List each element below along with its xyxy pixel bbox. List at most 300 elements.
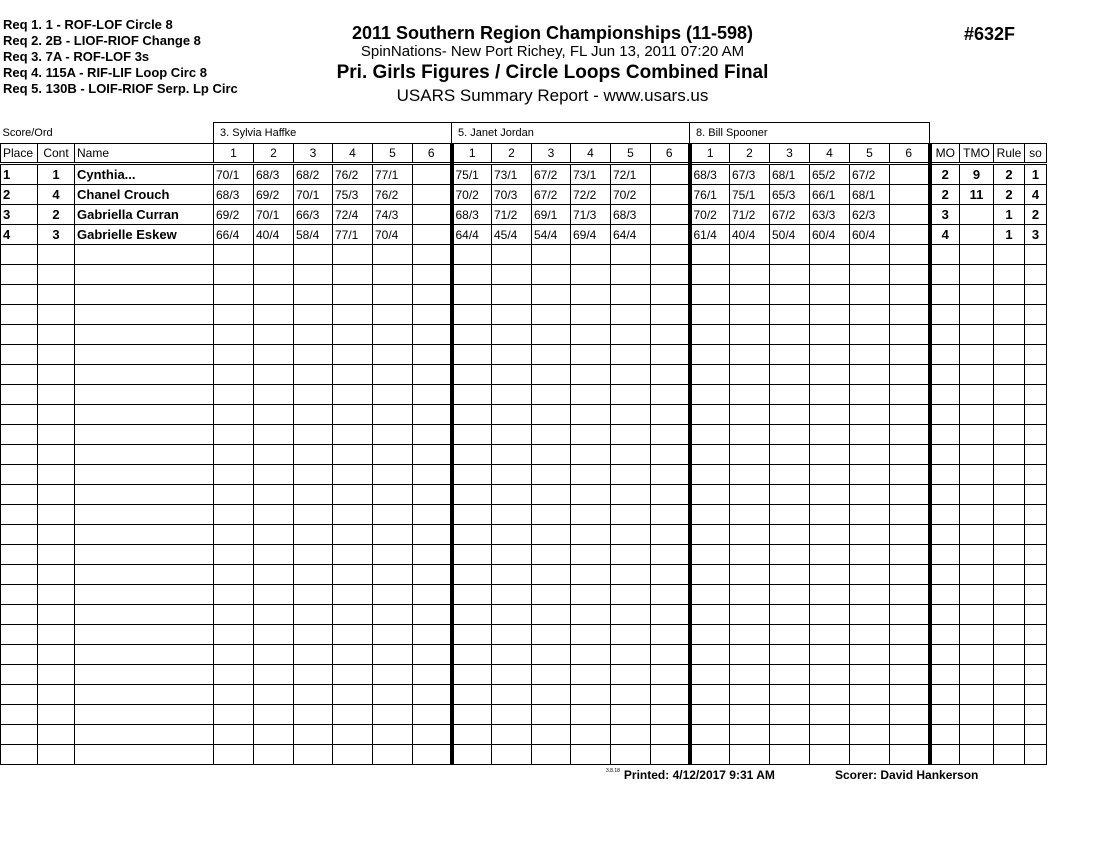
empty-cell — [492, 565, 532, 585]
place-cell: 2 — [1, 185, 38, 205]
empty-cell — [373, 565, 413, 585]
empty-cell — [930, 325, 960, 345]
rule-cell: 2 — [994, 185, 1025, 205]
empty-cell — [333, 405, 373, 425]
empty-cell — [1025, 385, 1047, 405]
empty-cell — [611, 305, 651, 325]
empty-cell — [611, 445, 651, 465]
empty-cell — [611, 325, 651, 345]
empty-cell — [1025, 425, 1047, 445]
empty-cell — [254, 565, 294, 585]
empty-cell — [730, 285, 770, 305]
score-cell-judge-3-fig-4: 63/3 — [810, 205, 850, 225]
empty-cell — [930, 485, 960, 505]
empty-cell — [810, 385, 850, 405]
empty-cell — [294, 325, 333, 345]
empty-cell — [690, 545, 730, 565]
empty-cell — [930, 285, 960, 305]
score-cell-judge-3-fig-1: 76/1 — [690, 185, 730, 205]
empty-cell — [611, 425, 651, 445]
empty-cell — [930, 545, 960, 565]
empty-cell — [930, 585, 960, 605]
empty-cell — [413, 405, 452, 425]
empty-cell — [532, 365, 571, 385]
empty-cell — [492, 665, 532, 685]
empty-cell — [571, 285, 611, 305]
empty-cell — [254, 585, 294, 605]
empty-cell — [452, 485, 492, 505]
empty-cell — [294, 625, 333, 645]
empty-cell — [994, 325, 1025, 345]
empty-cell — [373, 425, 413, 445]
empty-cell — [690, 345, 730, 365]
empty-cell — [850, 325, 890, 345]
empty-cell — [890, 405, 930, 425]
empty-cell — [373, 645, 413, 665]
empty-cell — [994, 565, 1025, 585]
empty-cell — [254, 465, 294, 485]
empty-cell — [333, 605, 373, 625]
score-cell-judge-3-fig-4: 60/4 — [810, 225, 850, 245]
empty-row — [1, 285, 1047, 305]
empty-cell — [571, 385, 611, 405]
empty-cell — [1025, 465, 1047, 485]
empty-cell — [930, 525, 960, 545]
empty-cell — [75, 245, 214, 265]
empty-cell — [1, 725, 38, 745]
empty-cell — [960, 445, 994, 465]
empty-cell — [294, 465, 333, 485]
empty-cell — [38, 285, 75, 305]
empty-cell — [294, 565, 333, 585]
empty-cell — [38, 745, 75, 765]
empty-row — [1, 485, 1047, 505]
score-cell-judge-3-fig-3: 68/1 — [770, 164, 810, 185]
score-cell-judge-3-fig-3: 67/2 — [770, 205, 810, 225]
empty-cell — [373, 545, 413, 565]
empty-cell — [960, 685, 994, 705]
score-cell-judge-3-fig-2: 67/3 — [730, 164, 770, 185]
empty-cell — [214, 525, 254, 545]
column-header-row — [1, 144, 1047, 164]
empty-cell — [1, 525, 38, 545]
empty-cell — [810, 645, 850, 665]
empty-cell — [651, 345, 690, 365]
empty-cell — [690, 445, 730, 465]
col-j1-fig-1: 1 — [214, 144, 254, 164]
empty-cell — [611, 625, 651, 645]
mo-cell: 4 — [930, 225, 960, 245]
empty-cell — [1, 685, 38, 705]
so-cell: 4 — [1025, 185, 1047, 205]
empty-cell — [930, 425, 960, 445]
empty-cell — [38, 645, 75, 665]
so-cell: 2 — [1025, 205, 1047, 225]
empty-cell — [850, 745, 890, 765]
place-cell: 1 — [1, 164, 38, 185]
empty-cell — [214, 345, 254, 365]
requirement-2: Req 2. 2B - LIOF-RIOF Change 8 — [3, 33, 201, 48]
score-cell-judge-1-fig-3: 70/1 — [294, 185, 333, 205]
empty-cell — [770, 625, 810, 645]
score-cell-judge-3-fig-4: 65/2 — [810, 164, 850, 185]
empty-cell — [38, 445, 75, 465]
empty-cell — [770, 645, 810, 665]
empty-cell — [960, 405, 994, 425]
empty-cell — [333, 745, 373, 765]
empty-cell — [611, 745, 651, 765]
score-cell-judge-3-fig-3: 65/3 — [770, 185, 810, 205]
empty-cell — [38, 405, 75, 425]
empty-cell — [413, 545, 452, 565]
score-cell-judge-3-fig-5: 62/3 — [850, 205, 890, 225]
col-tmo: TMO — [960, 144, 994, 164]
empty-cell — [492, 525, 532, 545]
empty-cell — [890, 605, 930, 625]
empty-cell — [960, 285, 994, 305]
empty-cell — [38, 485, 75, 505]
empty-cell — [492, 425, 532, 445]
empty-cell — [611, 585, 651, 605]
empty-cell — [294, 525, 333, 545]
empty-cell — [333, 545, 373, 565]
empty-cell — [214, 405, 254, 425]
empty-cell — [333, 385, 373, 405]
empty-cell — [890, 245, 930, 265]
empty-cell — [75, 345, 214, 365]
empty-cell — [333, 725, 373, 745]
empty-cell — [730, 605, 770, 625]
empty-cell — [333, 485, 373, 505]
col-cont: Cont — [38, 144, 75, 164]
empty-cell — [532, 645, 571, 665]
empty-cell — [611, 505, 651, 525]
empty-cell — [960, 325, 994, 345]
empty-cell — [333, 565, 373, 585]
empty-cell — [810, 525, 850, 545]
empty-cell — [413, 265, 452, 285]
empty-cell — [994, 685, 1025, 705]
empty-cell — [1, 505, 38, 525]
empty-cell — [930, 405, 960, 425]
empty-cell — [532, 385, 571, 405]
empty-cell — [373, 685, 413, 705]
empty-cell — [294, 605, 333, 625]
score-cell-judge-1-fig-5: 74/3 — [373, 205, 413, 225]
empty-cell — [690, 745, 730, 765]
empty-cell — [994, 405, 1025, 425]
empty-cell — [730, 245, 770, 265]
empty-cell — [960, 645, 994, 665]
empty-cell — [730, 645, 770, 665]
empty-cell — [294, 245, 333, 265]
empty-cell — [214, 545, 254, 565]
empty-row — [1, 345, 1047, 365]
empty-cell — [75, 485, 214, 505]
empty-cell — [38, 245, 75, 265]
empty-cell — [651, 285, 690, 305]
empty-row — [1, 445, 1047, 465]
tmo-cell: 9 — [960, 164, 994, 185]
empty-cell — [690, 685, 730, 705]
empty-cell — [38, 385, 75, 405]
printed-timestamp: Printed: 4/12/2017 9:31 AM — [623, 768, 775, 782]
score-cell-judge-1-fig-1: 70/1 — [214, 164, 254, 185]
empty-cell — [850, 665, 890, 685]
empty-cell — [730, 485, 770, 505]
empty-cell — [571, 645, 611, 665]
score-cell-judge-2-fig-3: 54/4 — [532, 225, 571, 245]
empty-cell — [75, 405, 214, 425]
empty-cell — [492, 625, 532, 645]
score-cell-judge-1-fig-4: 76/2 — [333, 164, 373, 185]
empty-cell — [810, 345, 850, 365]
empty-cell — [75, 745, 214, 765]
empty-cell — [890, 425, 930, 445]
empty-cell — [611, 265, 651, 285]
empty-cell — [1, 445, 38, 465]
empty-cell — [810, 505, 850, 525]
empty-cell — [492, 285, 532, 305]
tmo-cell — [960, 205, 994, 225]
empty-cell — [214, 485, 254, 505]
rule-cell: 2 — [994, 164, 1025, 185]
empty-cell — [373, 605, 413, 625]
score-cell-judge-3-fig-5: 60/4 — [850, 225, 890, 245]
empty-cell — [890, 285, 930, 305]
table-row — [1, 205, 1047, 225]
empty-cell — [413, 725, 452, 745]
empty-cell — [850, 465, 890, 485]
empty-cell — [611, 525, 651, 545]
empty-cell — [930, 705, 960, 725]
empty-cell — [810, 405, 850, 425]
empty-cell — [890, 485, 930, 505]
empty-row — [1, 665, 1047, 685]
empty-cell — [611, 725, 651, 745]
empty-cell — [770, 425, 810, 445]
empty-row — [1, 325, 1047, 345]
empty-cell — [254, 685, 294, 705]
empty-cell — [492, 305, 532, 325]
empty-cell — [413, 485, 452, 505]
empty-cell — [492, 545, 532, 565]
empty-row — [1, 245, 1047, 265]
empty-cell — [1025, 725, 1047, 745]
empty-cell — [294, 425, 333, 445]
empty-cell — [38, 465, 75, 485]
empty-cell — [611, 285, 651, 305]
report-subtitle: USARS Summary Report - www.usars.us — [396, 86, 709, 105]
empty-cell — [730, 345, 770, 365]
empty-cell — [75, 445, 214, 465]
empty-cell — [611, 405, 651, 425]
empty-cell — [1025, 445, 1047, 465]
score-cell-judge-2-fig-3: 67/2 — [532, 185, 571, 205]
empty-cell — [254, 285, 294, 305]
empty-cell — [294, 545, 333, 565]
empty-cell — [1025, 405, 1047, 425]
empty-cell — [532, 725, 571, 745]
empty-cell — [730, 505, 770, 525]
empty-cell — [254, 405, 294, 425]
score-cell-judge-2-fig-4: 69/4 — [571, 225, 611, 245]
empty-cell — [532, 305, 571, 325]
empty-cell — [651, 265, 690, 285]
empty-cell — [850, 245, 890, 265]
empty-cell — [1, 265, 38, 285]
empty-cell — [810, 585, 850, 605]
empty-cell — [294, 725, 333, 745]
score-cell-judge-3-fig-6 — [890, 164, 930, 185]
empty-cell — [75, 325, 214, 345]
empty-cell — [994, 525, 1025, 545]
empty-cell — [452, 245, 492, 265]
requirement-5: Req 5. 130B - LOIF-RIOF Serp. Lp Circ — [3, 81, 238, 96]
score-cell-judge-3-fig-3: 50/4 — [770, 225, 810, 245]
empty-cell — [994, 345, 1025, 365]
empty-cell — [214, 385, 254, 405]
competition-title: 2011 Southern Region Championships (11-598) — [351, 23, 754, 43]
score-cell-judge-2-fig-1: 68/3 — [452, 205, 492, 225]
empty-row — [1, 725, 1047, 745]
empty-cell — [770, 705, 810, 725]
empty-cell — [651, 745, 690, 765]
empty-cell — [75, 425, 214, 445]
empty-cell — [810, 285, 850, 305]
empty-cell — [254, 325, 294, 345]
empty-cell — [492, 345, 532, 365]
empty-cell — [960, 245, 994, 265]
empty-cell — [850, 545, 890, 565]
col-so: so — [1025, 144, 1047, 164]
empty-cell — [492, 265, 532, 285]
empty-cell — [930, 665, 960, 685]
empty-cell — [452, 665, 492, 685]
empty-cell — [960, 725, 994, 745]
score-cell-judge-2-fig-4: 71/3 — [571, 205, 611, 225]
empty-cell — [38, 605, 75, 625]
empty-cell — [730, 405, 770, 425]
empty-cell — [492, 745, 532, 765]
empty-cell — [730, 745, 770, 765]
empty-cell — [890, 745, 930, 765]
empty-cell — [770, 265, 810, 285]
empty-cell — [214, 325, 254, 345]
empty-cell — [850, 525, 890, 545]
empty-cell — [850, 725, 890, 745]
col-j2-fig-1: 1 — [452, 144, 492, 164]
scorer-info: Scorer: David Hankerson — [835, 768, 979, 782]
empty-cell — [994, 245, 1025, 265]
cont-cell: 4 — [38, 185, 75, 205]
empty-cell — [38, 525, 75, 545]
empty-cell — [492, 585, 532, 605]
empty-cell — [571, 265, 611, 285]
empty-row — [1, 425, 1047, 445]
empty-cell — [770, 405, 810, 425]
empty-cell — [571, 505, 611, 525]
empty-cell — [492, 485, 532, 505]
score-cell-judge-3-fig-6 — [890, 225, 930, 245]
empty-cell — [611, 565, 651, 585]
col-j3-fig-3: 3 — [770, 144, 810, 164]
empty-cell — [413, 465, 452, 485]
mo-cell: 2 — [930, 185, 960, 205]
judge-header-row — [1, 123, 1047, 144]
col-j1-fig-5: 5 — [373, 144, 413, 164]
score-cell-judge-2-fig-2: 73/1 — [492, 164, 532, 185]
empty-cell — [994, 485, 1025, 505]
empty-cell — [810, 305, 850, 325]
empty-cell — [75, 725, 214, 745]
score-cell-judge-2-fig-6 — [651, 164, 690, 185]
empty-cell — [810, 745, 850, 765]
empty-cell — [38, 545, 75, 565]
empty-cell — [38, 305, 75, 325]
score-cell-judge-2-fig-2: 71/2 — [492, 205, 532, 225]
empty-cell — [38, 625, 75, 645]
empty-cell — [532, 465, 571, 485]
empty-row — [1, 625, 1047, 645]
empty-cell — [413, 245, 452, 265]
empty-cell — [690, 325, 730, 345]
empty-cell — [532, 505, 571, 525]
empty-cell — [930, 685, 960, 705]
empty-cell — [994, 445, 1025, 465]
empty-cell — [1, 705, 38, 725]
empty-row — [1, 505, 1047, 525]
empty-cell — [38, 705, 75, 725]
empty-cell — [214, 425, 254, 445]
empty-cell — [611, 665, 651, 685]
empty-cell — [730, 625, 770, 645]
col-mo: MO — [930, 144, 960, 164]
empty-cell — [930, 505, 960, 525]
empty-cell — [1, 305, 38, 325]
score-cell-judge-1-fig-5: 76/2 — [373, 185, 413, 205]
empty-cell — [214, 585, 254, 605]
empty-cell — [690, 385, 730, 405]
rule-cell: 1 — [994, 205, 1025, 225]
empty-cell — [571, 565, 611, 585]
empty-cell — [492, 605, 532, 625]
empty-cell — [413, 345, 452, 365]
empty-cell — [532, 265, 571, 285]
empty-cell — [960, 365, 994, 385]
empty-cell — [994, 725, 1025, 745]
empty-cell — [492, 505, 532, 525]
empty-cell — [994, 745, 1025, 765]
empty-cell — [960, 345, 994, 365]
empty-cell — [611, 485, 651, 505]
score-cell-judge-1-fig-6 — [413, 205, 452, 225]
empty-cell — [492, 245, 532, 265]
empty-cell — [730, 445, 770, 465]
empty-cell — [452, 305, 492, 325]
empty-cell — [254, 605, 294, 625]
empty-cell — [452, 525, 492, 545]
empty-cell — [611, 645, 651, 665]
empty-cell — [214, 625, 254, 645]
empty-cell — [413, 385, 452, 405]
empty-cell — [373, 585, 413, 605]
event-title: Pri. Girls Figures / Circle Loops Combined Final — [336, 62, 769, 83]
empty-cell — [532, 585, 571, 605]
empty-cell — [690, 725, 730, 745]
empty-cell — [38, 665, 75, 685]
empty-cell — [294, 385, 333, 405]
